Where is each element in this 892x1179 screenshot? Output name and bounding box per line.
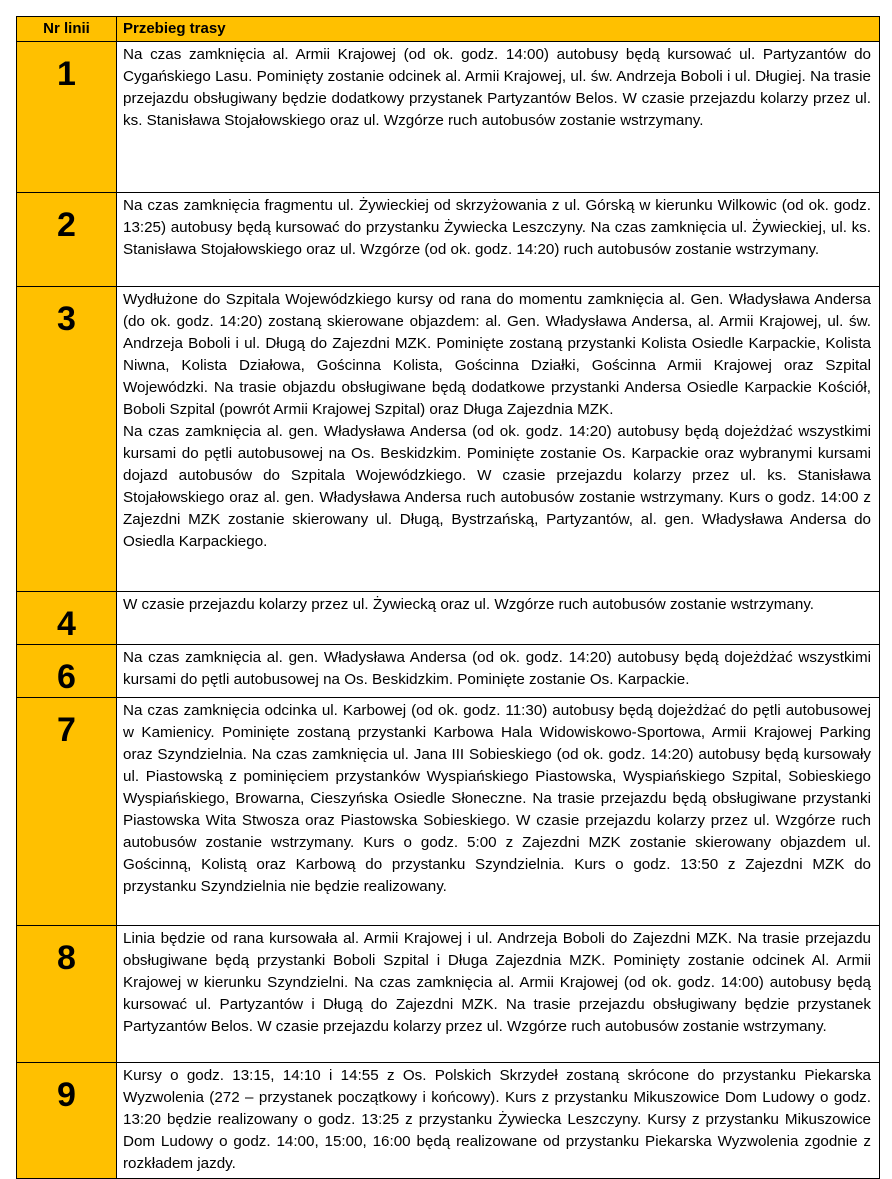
- route-description: [117, 193, 880, 287]
- route-description: [117, 1063, 880, 1179]
- route-paragraph: Wydłużone do Szpitala Wojewódzkiego kursy od rana do momentu zamknięcia al. Gen. Władysława Andersa (do ok. godz. 14:20) zostaną skierowane objazdem: al. Gen. Władysława Andersa, al. Armii Krajowej, ul. św. Andrzeja Boboli i ul. Długą do Zajezdni MZK. Pominięte zostaną przystanki Kolista Osiedle Karpackie, Kolista Niwna, Kolista Działowa, Gościnna Kolista, Gościnna Działki, Gościnna Armii Krajowej oraz Szpital Wojewódzki. Na trasie objazdu obsługiwane będą dodatkowe przystanki Andersa Osiedle Karpackie Kościół, Boboli Szpital (powrót Armii Krajowej Szpital) oraz Długa Zajezdnia MZK.: [123, 291, 871, 418]
- table-row: [17, 698, 880, 926]
- line-number: 9: [17, 1063, 117, 1179]
- route-description: [117, 645, 880, 698]
- route-paragraph: Na czas zamknięcia al. gen. Władysława Andersa (od ok. godz. 14:20) autobusy będą dojeżdżać wszystkimi kursami do pętli autobusowej na Os. Beskidzkim. Pominięte zostanie Os. Karpackie.: [123, 649, 871, 688]
- schedule-table-container: [16, 16, 879, 1179]
- route-description: [117, 698, 880, 926]
- route-paragraph: Kursy o godz. 13:15, 14:10 i 14:55 z Os. Polskich Skrzydeł zostaną skrócone do przystanku Piekarska Wyzwolenia (272 – przystanek początkowy i końcowy). Kurs z przystanku Mikuszowice Dom Ludowy o godz. 13:20 będzie realizowany o godz. 13:25 z przystanku Żywiecka Leszczyny. Kursy z przystanku Mikuszowice Dom Ludowy o godz. 14:00, 15:00, 16:00 będą realizowane od przystanku Piekarska Wyzwolenia zgodnie z rozkładem jazdy.: [123, 1067, 871, 1172]
- route-paragraph: Linia będzie od rana kursowała al. Armii Krajowej i ul. Andrzeja Boboli do Zajezdni MZK. Na trasie przejazdu obsługiwane będą przystanki Boboli Szpital i Długa Zajezdnia MZK. Pominięty zostanie odcinek Al. Armii Krajowej w kierunku Szyndzielni. Na czas zamknięcia al. Armii Krajowej (od ok. godz. 14:00) autobusy będą kursować ul. Partyzantów i Długą do Zajezdni MZK. Na trasie przejazdu obsługiwany będzie przystanek Partyzantów Belos. W czasie przejazdu kolarzy przez ul. Wzgórze ruch autobusów zostanie wstrzymany.: [123, 930, 871, 1035]
- route-paragraph: Na czas zamknięcia al. gen. Władysława Andersa (od ok. godz. 14:20) autobusy będą dojeżdżać wszystkimi kursami do pętli autobusowej na Os. Beskidzkim. Pominięte zostanie Os. Karpackie oraz wybranymi kursami dojazd autobusów do Szpitala Wojewódzkiego. W czasie przejazdu kolarzy przez ul. ks. Stanisława Stojałowskiego oraz al. gen. Władysława Andersa ruch autobusów zostanie wstrzymany. Kurs o godz. 14:00 z Zajezdni MZK zostanie skierowany ul. Długą, Bystrzańską, Partyzantów, al. gen. Władysława Andersa do Osiedla Karpackiego.: [123, 423, 871, 550]
- route-paragraph: W czasie przejazdu kolarzy przez ul. Żywiecką oraz ul. Wzgórze ruch autobusów zostanie wstrzymany.: [123, 596, 815, 613]
- table-header-row: [17, 17, 880, 42]
- route-changes-table: [16, 16, 880, 1179]
- route-description: [117, 287, 880, 592]
- route-paragraph: Na czas zamknięcia odcinka ul. Karbowej (od ok. godz. 11:30) autobusy będą dojeżdżać do pętli autobusowej w Kamienicy. Pominięte zostaną przystanki Karbowa Hala Widowiskowo-Sportowa, Armii Krajowej Parking oraz Szyndzielnia. Na czas zamknięcia ul. Jana III Sobieskiego (od ok. godz. 14:20) autobusy będą kursowały ul. Piastowską z pominięciem przystanków Wyspiańskiego Piastowska, Wyspiańskiego Szpital, Sobieskiego Wyspiańskiego, Browarna, Cieszyńska Osiedle Słoneczne. Na trasie przejazdu będą obsługiwane przystanki Piastowska Wita Stwosza oraz Piastowska Sobieskiego. W czasie przejazdu kolarzy przez ul. Wzgórze ruch autobusów zostanie wstrzymany. Kurs o godz. 5:00 z Zajezdni MZK zostanie skierowany objazdem ul. Gościnną, Kolistą oraz Karbową do przystanku Szyndzielnia. Kurs o godz. 13:50 z Zajezdni MZK do przystanku Szyndzielnia nie będzie realizowany.: [123, 702, 871, 895]
- header-route: Przebieg trasy: [117, 17, 880, 42]
- table-row: [17, 592, 880, 645]
- route-description: [117, 926, 880, 1063]
- table-row: [17, 645, 880, 698]
- table-row: [17, 287, 880, 592]
- header-line-number: Nr linii: [17, 17, 117, 42]
- line-number: 8: [17, 926, 117, 1063]
- route-description: [117, 592, 880, 645]
- table-row: [17, 926, 880, 1063]
- line-number: 2: [17, 193, 117, 287]
- line-number: 3: [17, 287, 117, 592]
- table-row: [17, 1063, 880, 1179]
- line-number: 6: [17, 645, 117, 698]
- route-paragraph: Na czas zamknięcia al. Armii Krajowej (od ok. godz. 14:00) autobusy będą kursować ul. Partyzantów do Cygańskiego Lasu. Pominięty zostanie odcinek al. Armii Krajowej, ul. św. Andrzeja Boboli i ul. Długiej. Na trasie przejazdu obsługiwany będzie dodatkowy przystanek Partyzantów Belos. W czasie przejazdu kolarzy przez ul. ks. Stanisława Stojałowskiego oraz ul. Wzgórze ruch autobusów zostanie wstrzymany.: [123, 46, 871, 129]
- table-row: [17, 193, 880, 287]
- line-number: 1: [17, 42, 117, 193]
- line-number: 7: [17, 698, 117, 926]
- route-paragraph: Na czas zamknięcia fragmentu ul. Żywieckiej od skrzyżowania z ul. Górską w kierunku Wilkowic (od ok. godz. 13:25) autobusy będą kursować do przystanku Żywiecka Leszczyny. Na czas zamknięcia ul. Żywieckiej, ul. ks. Stanisława Stojałowskiego oraz ul. Wzgórze (od ok. godz. 14:20) ruch autobusów zostanie wstrzymany.: [123, 197, 871, 258]
- table-row: [17, 42, 880, 193]
- route-description: [117, 42, 880, 193]
- line-number: 4: [17, 592, 117, 645]
